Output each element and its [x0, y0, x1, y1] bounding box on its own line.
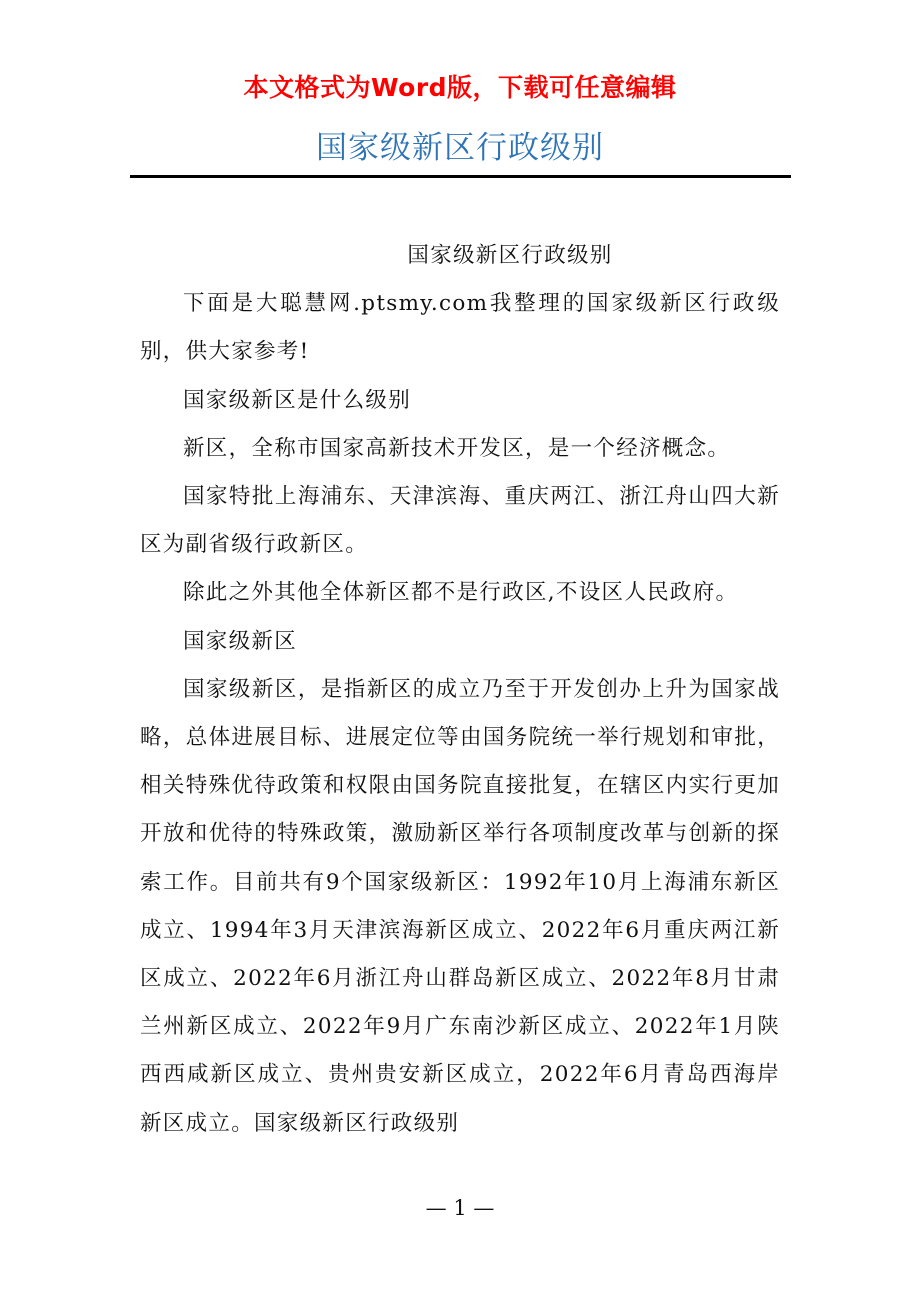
- paragraph-sub-provincial: 国家特批上海浦东、天津滨海、重庆两江、浙江舟山四大新区为副省级行政新区。: [140, 484, 780, 558]
- subheading-national-new-area: 国家级新区: [183, 628, 298, 654]
- format-notice-banner: 本文格式为Word版，下载可任意编辑: [243, 73, 677, 102]
- page-number: — 1 —: [425, 1196, 495, 1220]
- paragraph-national-new-area-detail: 国家级新区，是指新区的成立乃至于开发创办上升为国家战略，总体进展目标、进展定位等由国务院统一举行规划和审批，相关特殊优待政策和权限由国务院直接批复，在辖区内实行更加开放和优待的特殊政策，激励新区举行各项制度改革与创新的探索工作。目前共有9个国家级新区：1992年10月上海浦东新区成立、1994年3月天津滨海新区成立、2022年6月重庆两江新区成立、2022年6月浙江舟山群岛新区成立、2022年8月甘肃兰州新区成立、2022年9月广东南沙新区成立、2022年1月陕西西咸新区成立、贵州贵安新区成立，2022年6月青岛西海岸新区成立。国家级新区行政级别: [140, 676, 780, 1136]
- document-title: 国家级新区行政级别: [316, 130, 604, 166]
- paragraph-definition: 新区，全称市国家高新技术开发区，是一个经济概念。: [183, 435, 731, 461]
- body-heading: 国家级新区行政级别: [407, 243, 613, 268]
- paragraph-intro: 下面是大聪慧网.ptsmy.com我整理的国家级新区行政级别，供大家参考!: [140, 291, 780, 365]
- header-divider: [130, 175, 791, 178]
- subheading-what-level: 国家级新区是什么级别: [183, 387, 412, 413]
- paragraph-non-administrative: 除此之外其他全体新区都不是行政区,不设区人民政府。: [183, 580, 739, 606]
- document-body: [140, 232, 780, 1148]
